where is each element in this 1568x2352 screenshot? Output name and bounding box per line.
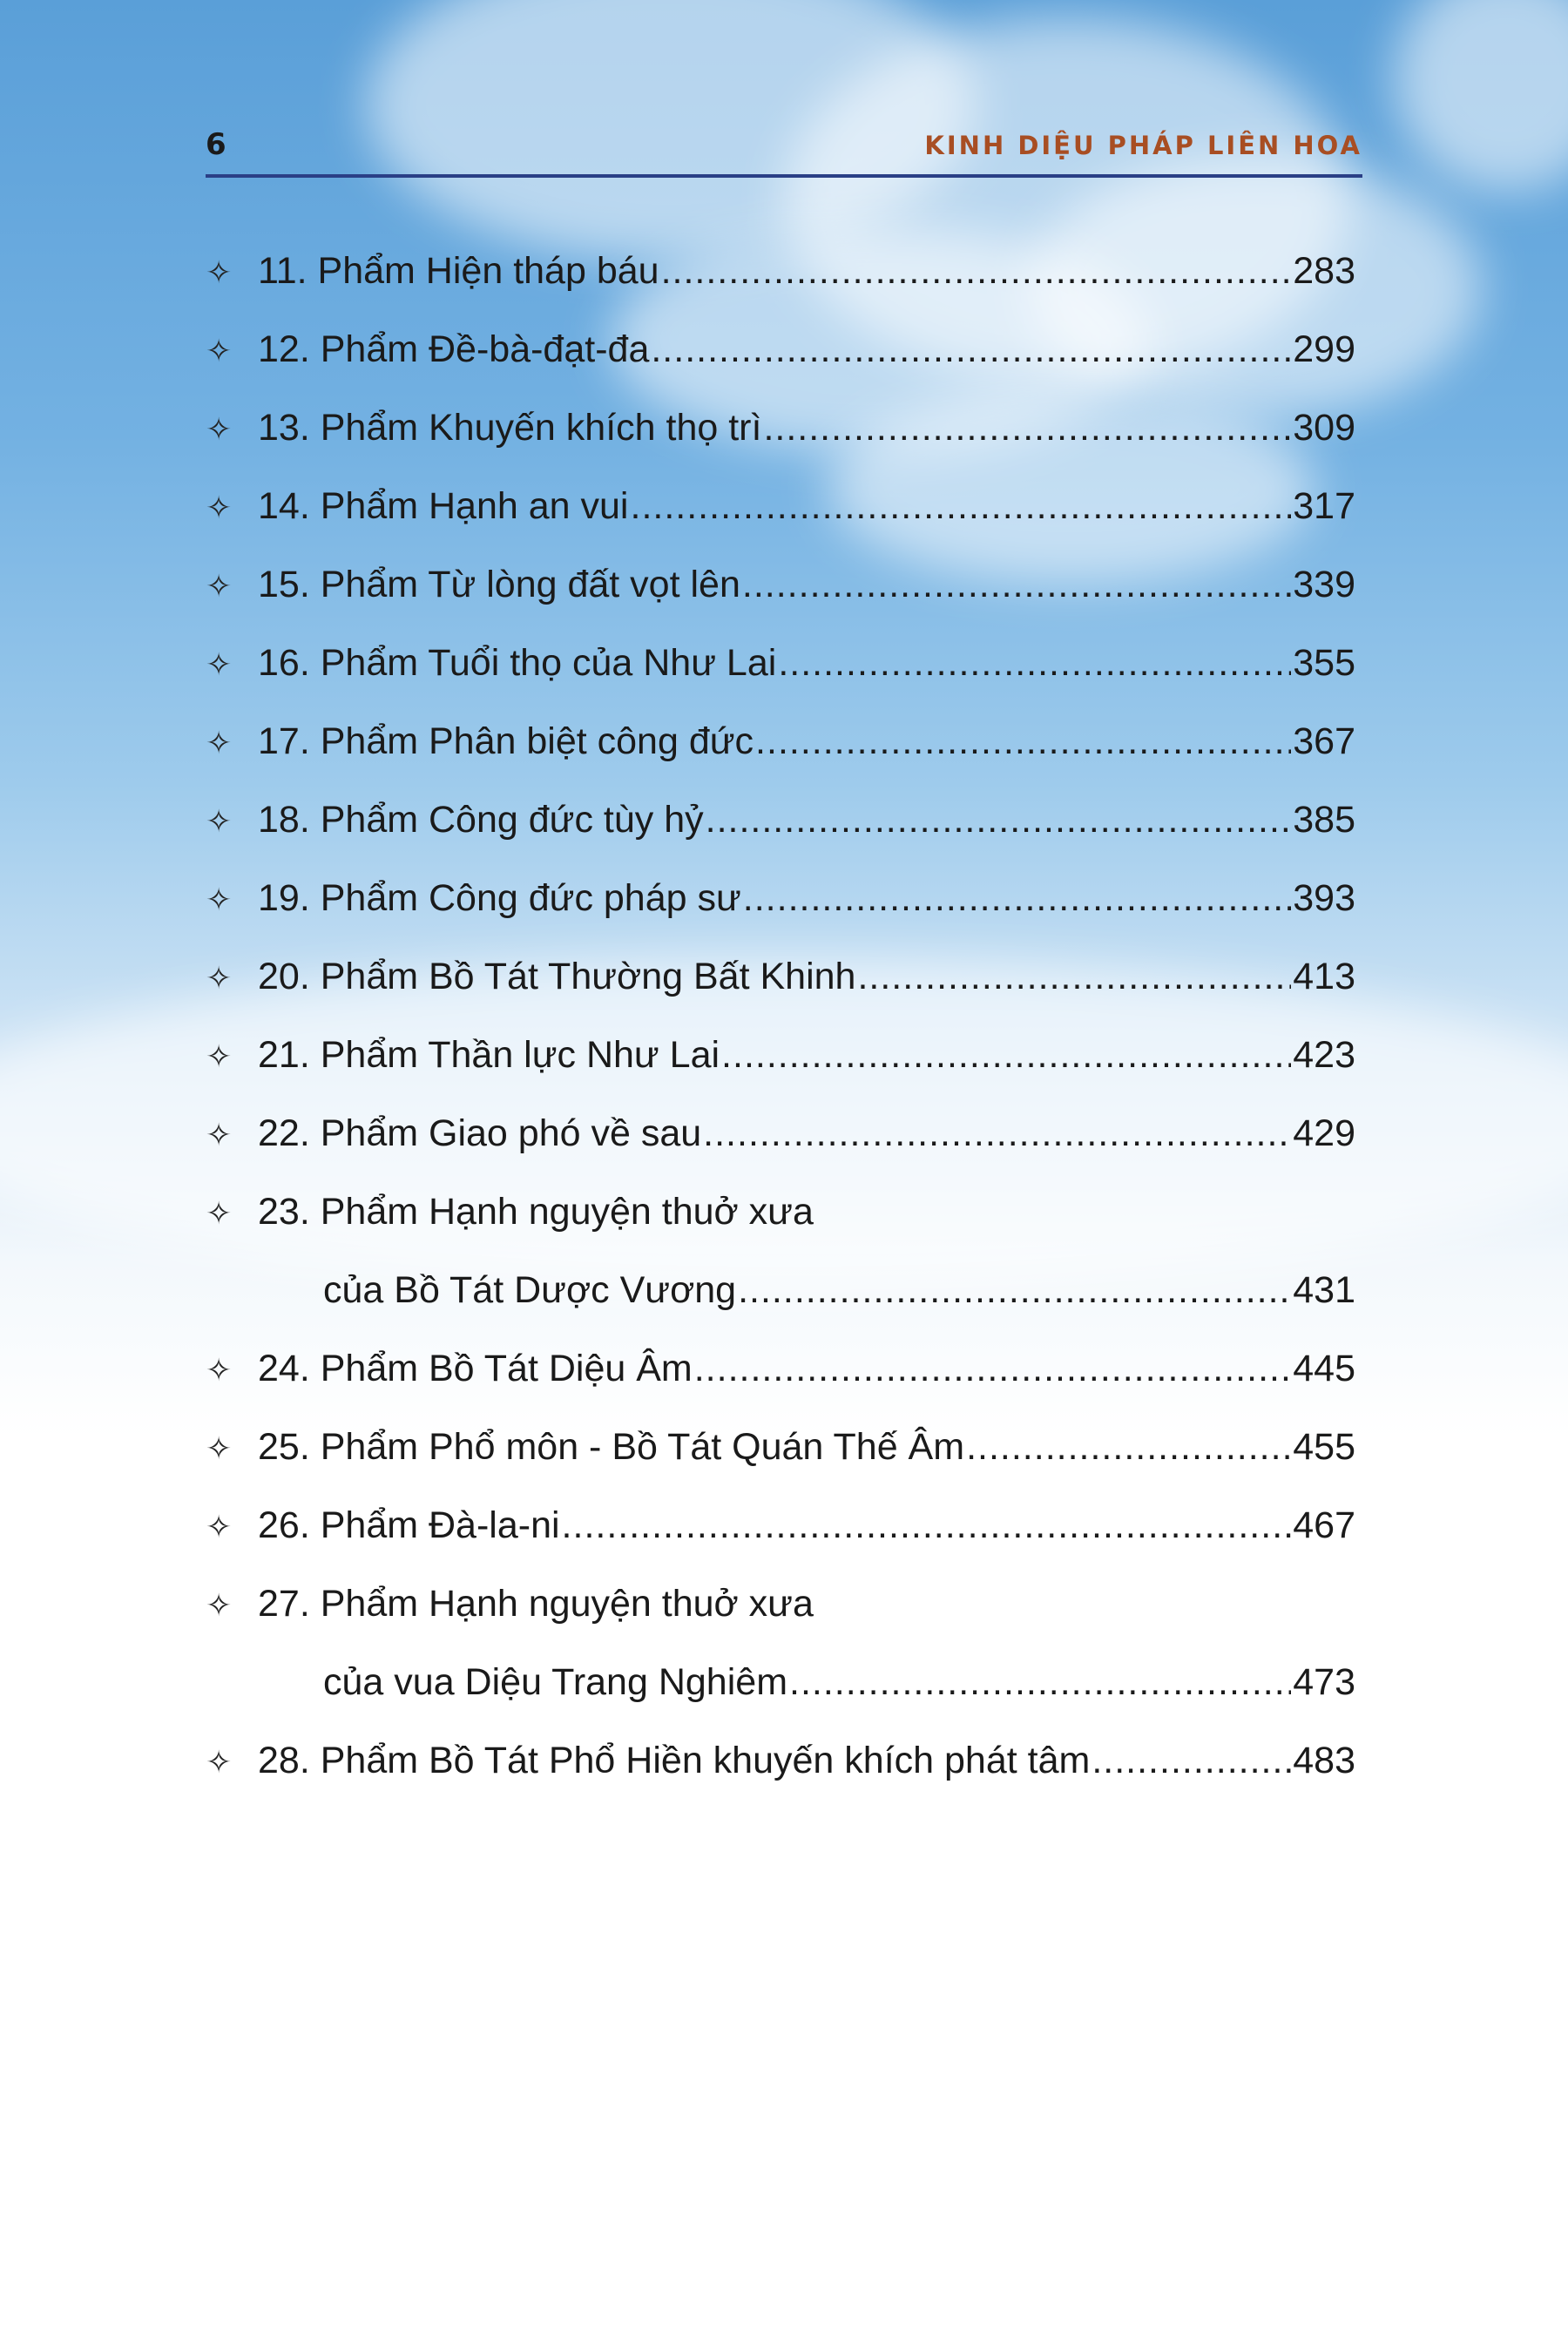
toc-entry-title: 11. Phẩm Hiện tháp báu <box>258 250 659 292</box>
dot-leader <box>743 859 1291 937</box>
toc-entry-title: 20. Phẩm Bồ Tát Thường Bất Khinh <box>258 956 856 997</box>
toc-entry-page: 339 <box>1293 564 1355 605</box>
toc-entry-line <box>206 1016 1355 1094</box>
toc-entry-line <box>206 1408 1355 1486</box>
toc-entry-line <box>206 1173 1355 1251</box>
cloud-shape <box>1394 0 1568 192</box>
four-point-star-icon: ✧ <box>206 254 233 290</box>
toc-entry[interactable] <box>206 389 1355 467</box>
toc-entry-line <box>206 1486 1355 1565</box>
toc-entry[interactable] <box>206 1094 1355 1173</box>
book-title: KINH DIỆU PHÁP LIÊN HOA <box>924 131 1362 160</box>
page-header <box>206 122 1362 178</box>
toc-entry-line <box>206 702 1355 781</box>
toc-entry[interactable] <box>206 1486 1355 1565</box>
toc-entry-line <box>206 1329 1355 1408</box>
toc-entry-line <box>206 232 1355 310</box>
toc-entry-continuation-line <box>206 1643 1355 1721</box>
toc-entry-line <box>206 545 1355 624</box>
four-point-star-icon: ✧ <box>206 1430 233 1466</box>
toc-entry-page: 385 <box>1293 799 1355 841</box>
toc-entry-title: 22. Phẩm Giao phó về sau <box>258 1112 702 1154</box>
toc-entry-title: 23. Phẩm Hạnh nguyện thuở xưa <box>258 1191 814 1233</box>
four-point-star-icon: ✧ <box>206 882 233 917</box>
toc-entry[interactable] <box>206 702 1355 781</box>
toc-entry-line <box>206 937 1355 1016</box>
toc-entry-line <box>206 781 1355 859</box>
toc-entry-line <box>206 859 1355 937</box>
toc-entry-line <box>206 1721 1355 1800</box>
toc-entry-continuation: của Bồ Tát Dược Vương <box>323 1269 737 1311</box>
toc-entry-page: 445 <box>1293 1348 1355 1389</box>
table-of-contents <box>206 232 1355 1800</box>
toc-entry[interactable] <box>206 781 1355 859</box>
four-point-star-icon: ✧ <box>206 1509 233 1544</box>
toc-entry-page: 283 <box>1293 250 1355 292</box>
toc-entry[interactable] <box>206 859 1355 937</box>
toc-entry-page: 309 <box>1293 407 1355 449</box>
toc-entry[interactable] <box>206 310 1355 389</box>
four-point-star-icon: ✧ <box>206 646 233 682</box>
toc-entry[interactable] <box>206 467 1355 545</box>
toc-entry-title: 19. Phẩm Công đức pháp sư <box>258 877 741 919</box>
dot-leader <box>1092 1721 1291 1800</box>
page-number: 6 <box>206 127 226 162</box>
toc-entry-page: 431 <box>1293 1269 1355 1311</box>
toc-entry-title: 27. Phẩm Hạnh nguyện thuở xưa <box>258 1583 814 1625</box>
dot-leader <box>966 1408 1291 1486</box>
dot-leader <box>694 1329 1292 1408</box>
toc-entry-title: 14. Phẩm Hạnh an vui <box>258 485 629 527</box>
toc-entry-page: 317 <box>1293 485 1355 527</box>
toc-entry[interactable] <box>206 545 1355 624</box>
toc-entry-page: 467 <box>1293 1504 1355 1546</box>
four-point-star-icon: ✧ <box>206 1117 233 1152</box>
toc-entry-line <box>206 1565 1355 1643</box>
dot-leader <box>651 310 1291 389</box>
toc-entry-line <box>206 1094 1355 1173</box>
dot-leader <box>631 467 1292 545</box>
toc-entry-title: 15. Phẩm Từ lòng đất vọt lên <box>258 564 740 605</box>
toc-entry-title: 26. Phẩm Đà-la-ni <box>258 1504 560 1546</box>
toc-entry-title: 28. Phẩm Bồ Tát Phổ Hiền khuyến khích phát tâm <box>258 1740 1091 1781</box>
toc-entry[interactable] <box>206 937 1355 1016</box>
toc-entry[interactable] <box>206 1565 1355 1721</box>
toc-entry-title: 21. Phẩm Thần lực Như Lai <box>258 1034 720 1076</box>
dot-leader <box>703 1094 1291 1173</box>
toc-entry-title: 24. Phẩm Bồ Tát Diệu Âm <box>258 1348 693 1389</box>
toc-entry-title: 16. Phẩm Tuổi thọ của Như Lai <box>258 642 777 684</box>
four-point-star-icon: ✧ <box>206 1587 233 1623</box>
toc-entry-line <box>206 624 1355 702</box>
four-point-star-icon: ✧ <box>206 1352 233 1388</box>
four-point-star-icon: ✧ <box>206 725 233 760</box>
dot-leader <box>738 1251 1291 1329</box>
toc-entry-page: 355 <box>1293 642 1355 684</box>
four-point-star-icon: ✧ <box>206 490 233 525</box>
four-point-star-icon: ✧ <box>206 803 233 839</box>
toc-entry-continuation: của vua Diệu Trang Nghiêm <box>323 1661 788 1703</box>
toc-entry[interactable] <box>206 1016 1355 1094</box>
toc-entry-line <box>206 389 1355 467</box>
toc-entry-continuation-line <box>206 1251 1355 1329</box>
toc-entry[interactable] <box>206 1408 1355 1486</box>
toc-entry[interactable] <box>206 232 1355 310</box>
four-point-star-icon: ✧ <box>206 1038 233 1074</box>
toc-entry-title: 25. Phẩm Phổ môn - Bồ Tát Quán Thế Âm <box>258 1426 965 1468</box>
toc-entry[interactable] <box>206 1329 1355 1408</box>
toc-entry-line <box>206 467 1355 545</box>
dot-leader <box>706 781 1292 859</box>
dot-leader <box>755 702 1291 781</box>
four-point-star-icon: ✧ <box>206 568 233 604</box>
toc-entry-title: 17. Phẩm Phân biệt công đức <box>258 720 754 762</box>
dot-leader <box>778 624 1291 702</box>
dot-leader <box>562 1486 1292 1565</box>
dot-leader <box>721 1016 1291 1094</box>
four-point-star-icon: ✧ <box>206 333 233 368</box>
toc-entry-title: 12. Phẩm Đề-bà-đạt-đa <box>258 328 650 370</box>
toc-entry-page: 455 <box>1293 1426 1355 1468</box>
four-point-star-icon: ✧ <box>206 1744 233 1780</box>
toc-entry-line <box>206 310 1355 389</box>
toc-entry-page: 483 <box>1293 1740 1355 1781</box>
dot-leader <box>661 232 1292 310</box>
toc-entry[interactable] <box>206 624 1355 702</box>
toc-entry[interactable] <box>206 1173 1355 1329</box>
toc-entry-page: 299 <box>1293 328 1355 370</box>
four-point-star-icon: ✧ <box>206 1195 233 1231</box>
toc-entry-page: 393 <box>1293 877 1355 919</box>
dot-leader <box>763 389 1291 467</box>
toc-entry-page: 473 <box>1293 1661 1355 1703</box>
toc-entry-page: 423 <box>1293 1034 1355 1076</box>
toc-entry-title: 18. Phẩm Công đức tùy hỷ <box>258 799 704 841</box>
four-point-star-icon: ✧ <box>206 960 233 996</box>
toc-entry-page: 429 <box>1293 1112 1355 1154</box>
dot-leader <box>857 937 1291 1016</box>
dot-leader <box>789 1643 1291 1721</box>
toc-entry-page: 367 <box>1293 720 1355 762</box>
toc-entry-title: 13. Phẩm Khuyến khích thọ trì <box>258 407 762 449</box>
toc-entry-page: 413 <box>1293 956 1355 997</box>
four-point-star-icon: ✧ <box>206 411 233 447</box>
dot-leader <box>742 545 1291 624</box>
toc-entry[interactable] <box>206 1721 1355 1800</box>
